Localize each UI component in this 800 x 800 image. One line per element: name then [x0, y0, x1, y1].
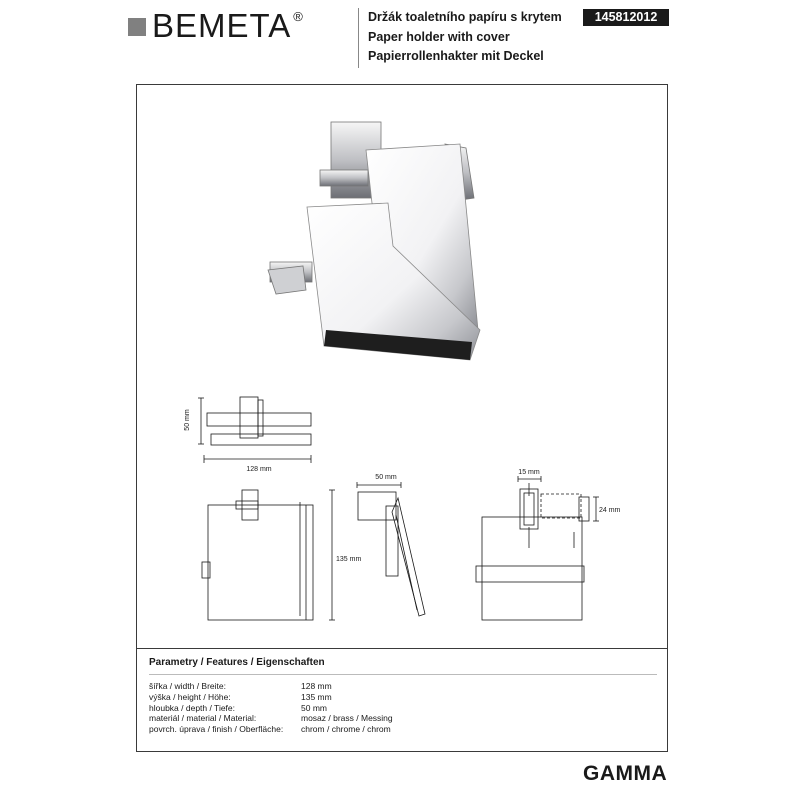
spec-table — [149, 681, 421, 735]
dim-mount-label: 24 mm — [599, 507, 621, 514]
dim-depth-label: 50 mm — [375, 474, 397, 481]
spec-value: chrom / chrome / chrom — [301, 724, 391, 735]
dim-height-top-label: 50 mm — [184, 409, 191, 431]
spec-label: povrch. úprava / finish / Oberfläche: — [149, 724, 284, 735]
mount-detail-view — [476, 476, 599, 620]
spec-row-finish — [149, 724, 421, 735]
spec-value: mosaz / brass / Messing — [301, 713, 393, 724]
spec-value: 50 mm — [301, 702, 327, 713]
brand-name: BEMETA — [152, 7, 292, 44]
title-czech: Držák toaletního papíru s krytem — [368, 10, 562, 24]
product-code: 145812012 — [583, 9, 669, 26]
title-german: Papierrollenhakter mit Deckel — [368, 49, 544, 63]
registered-mark: ® — [293, 8, 303, 24]
front-view — [202, 490, 335, 620]
side-view — [357, 482, 425, 616]
title-english: Paper holder with cover — [368, 29, 510, 44]
series-name: GAMMA — [583, 762, 668, 785]
features-title: Parametry / Features / Eigenschaften — [149, 657, 325, 668]
spec-value: 135 mm — [301, 691, 332, 702]
dim-height-label: 135 mm — [336, 556, 362, 563]
spec-label: materiál / material / Material: — [149, 713, 257, 724]
top-view — [198, 397, 311, 463]
spec-label: výška / height / Höhe: — [149, 691, 231, 702]
spec-row-depth — [149, 703, 421, 714]
dim-hole-spacing-label: 15 mm — [518, 469, 540, 476]
spec-row-material — [149, 713, 421, 724]
spec-row-width — [149, 681, 421, 692]
features-divider — [149, 674, 657, 675]
product-photo — [268, 122, 480, 360]
spec-label: hloubka / depth / Tiefe: — [149, 702, 236, 713]
spec-label: šířka / width / Breite: — [149, 681, 226, 691]
dim-width-label: 128 mm — [246, 466, 272, 473]
spec-row-height — [149, 692, 421, 703]
spec-value: 128 mm — [301, 681, 332, 691]
